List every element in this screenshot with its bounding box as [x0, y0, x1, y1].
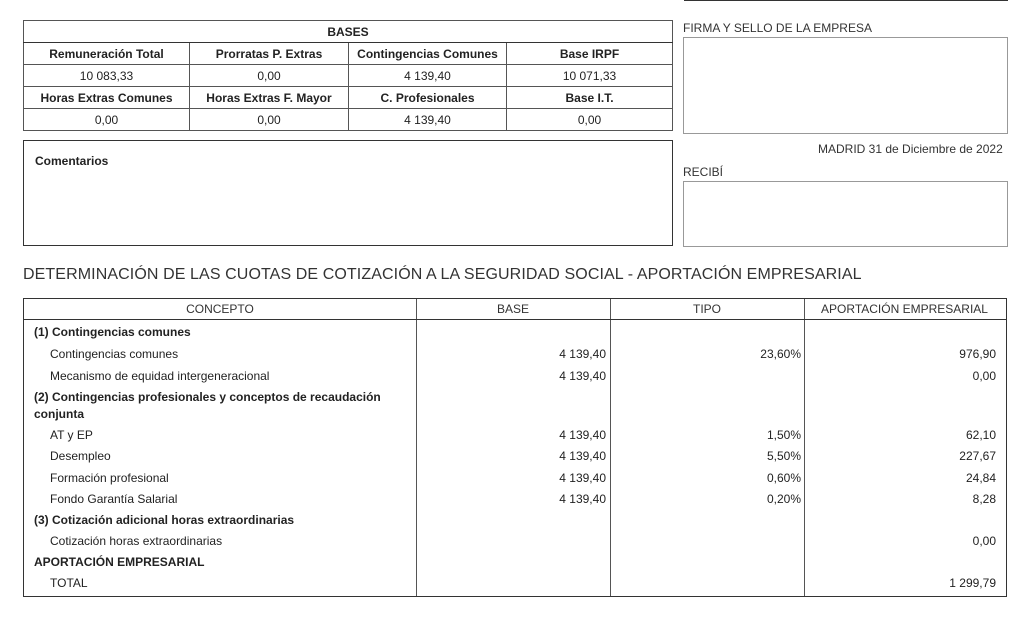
bases-header: Horas Extras Comunes [24, 87, 190, 109]
group-label: (1) Contingencias comunes [34, 325, 191, 339]
bases-value: 0,00 [507, 109, 673, 131]
recibi-box [683, 181, 1008, 247]
bases-header: Base I.T. [507, 87, 673, 109]
bases-header: C. Profesionales [349, 87, 507, 109]
aportacion-cell: 976,90 [959, 347, 996, 361]
aportacion-cell: 0,00 [972, 369, 996, 383]
concepto-cell: TOTAL [50, 576, 88, 590]
concepto-cell: Mecanismo de equidad intergeneracional [50, 369, 270, 383]
bases-value: 0,00 [24, 109, 190, 131]
header-concepto: CONCEPTO [186, 302, 254, 316]
group-label: (3) Cotización adicional horas extraordinarias [34, 513, 295, 527]
base-cell: 4 139,40 [559, 428, 606, 442]
base-cell: 4 139,40 [559, 369, 606, 383]
concepto-cell: Desempleo [50, 449, 111, 463]
firma-label: FIRMA Y SELLO DE LA EMPRESA [683, 21, 872, 35]
concepto-cell: Formación profesional [50, 471, 169, 485]
fecha-text: MADRID 31 de Diciembre de 2022 [818, 142, 1003, 156]
header-base: BASE [496, 302, 529, 316]
top-border-fragment [684, 0, 1008, 1]
bases-value: 0,00 [190, 65, 349, 87]
aportacion-cell: 62,10 [965, 428, 996, 442]
tipo-cell: 5,50% [766, 449, 801, 463]
bases-value: 0,00 [190, 109, 349, 131]
col-divider [24, 299, 417, 596]
bases-header: Base IRPF [507, 43, 673, 65]
bases-value: 4 139,40 [349, 109, 507, 131]
aportacion-cell: 227,67 [959, 449, 996, 463]
bases-header: Prorratas P. Extras [190, 43, 349, 65]
group-label-continued: conjunta [34, 407, 84, 421]
base-cell: 4 139,40 [559, 492, 606, 506]
bases-title: BASES [24, 21, 673, 43]
tipo-cell: 23,60% [760, 347, 801, 361]
base-cell: 4 139,40 [559, 449, 606, 463]
aportacion-cell: 8,28 [972, 492, 996, 506]
aportacion-cell: 0,00 [972, 534, 996, 548]
bases-value: 10 083,33 [24, 65, 190, 87]
comentarios-box [23, 140, 673, 246]
concepto-cell: AT y EP [50, 428, 93, 442]
col-divider [416, 299, 611, 596]
tipo-cell: 1,50% [766, 428, 801, 442]
tipo-cell: 0,20% [766, 492, 801, 506]
base-cell: 4 139,40 [559, 347, 606, 361]
header-tipo: TIPO [692, 302, 721, 316]
bases-header: Remuneración Total [24, 43, 190, 65]
group-label: (2) Contingencias profesionales y conceptos de recaudación [34, 390, 381, 404]
header-aportacion: APORTACIÓN EMPRESARIAL [821, 302, 988, 316]
bases-header: Horas Extras F. Mayor [190, 87, 349, 109]
recibi-label: RECIBÍ [683, 165, 724, 179]
cuotas-header-row [24, 299, 1006, 320]
group-label: APORTACIÓN EMPRESARIAL [34, 555, 205, 569]
tipo-cell: 0,60% [766, 471, 801, 485]
section-title: DETERMINACIÓN DE LAS CUOTAS DE COTIZACIÓN A LA SEGURIDAD SOCIAL - APORTACIÓN EMPRESARIAL [23, 266, 862, 283]
aportacion-cell: 24,84 [965, 471, 996, 485]
concepto-cell: Cotización horas extraordinarias [50, 534, 223, 548]
aportacion-cell: 1 299,79 [949, 576, 996, 590]
col-divider [610, 299, 805, 596]
concepto-cell: Fondo Garantía Salarial [50, 492, 178, 506]
cuotas-table [23, 298, 1007, 597]
bases-header: Contingencias Comunes [349, 43, 507, 65]
base-cell: 4 139,40 [559, 471, 606, 485]
firma-box [683, 37, 1008, 134]
bases-value: 4 139,40 [349, 65, 507, 87]
concepto-cell: Contingencias comunes [50, 347, 179, 361]
bases-value: 10 071,33 [507, 65, 673, 87]
comentarios-label: Comentarios [35, 154, 109, 168]
bases-table [23, 20, 673, 131]
